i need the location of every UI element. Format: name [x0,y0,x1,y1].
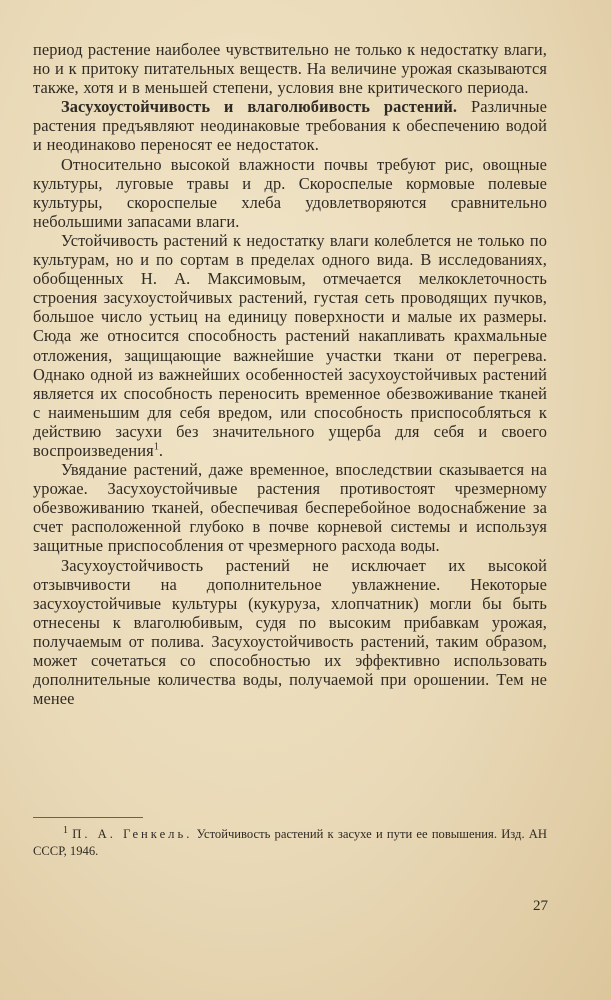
paragraph-6 [33,556,547,709]
footnote-number: 1 [63,824,68,836]
section-heading: Засухоустойчивость и влаголюбивость растений. [61,97,458,117]
page-number: 27 [533,898,548,914]
footnote-author: П. А. Генкель. [72,827,193,841]
footnote [33,826,547,860]
paragraph-4-text: Устойчивость растений к недостатку влаги колеблется не только по культурам, но и по сортам в пределах одного вида. В исследованиях, обобщенных Н. А. Максимовым, отмечается мелкоклеточность строения засухоустойчивых растений, густая сеть проводящих пучков, большое число устьиц на единицу поверхности и малые их размеры. Сюда же относится способность растений накапливать крахмальные отложения, защищающие важнейшие участки ткани от перегрева. Однако одной из важнейших особенностей засухоустойчивых растений является их способность переносить временное обезвоживание тканей с наименьшим для себя вредом, или способность приспособляться к действию засухи без значительного ущерба для себя и своего воспроизведения [33,230,547,460]
footnote-reference: 1 [153,441,159,453]
paragraph-6-text: Засухоустойчивость растений не исключает их высокой отзывчивости на дополнительное увлажнение. Некоторые засухоустойчивые культуры (кукуруза, хлопчатник) могли бы быть отнесены к влаголюбивым, судя по высоким прибавкам урожая, получаемым от полива. Засухоустойчивость растений, таким образом, может сочетаться со способностью их эффективно использовать дополнительные количества воды, получаемой при орошении. Тем не менее [33,555,547,709]
paragraph-2-text: Различные растения предъявляют неодинаковые требования к обеспечению водой и неодинаково переносят ее недостаток. [33,97,547,155]
paragraph-3-text: Относительно высокой влажности почвы требуют рис, овощные культуры, луговые травы и др. Скороспелые кормовые полевые культуры, скороспелые хлеба удовлетворяются сравнительно небольшими запасами влаги. [33,154,547,231]
footnote-text: Устойчивость растений к засухе и пути ее повышения. Изд. АН СССР, 1946. [33,827,547,858]
paragraph-1 [33,40,547,97]
page-body [33,40,547,708]
paragraph-1-text: период растение наиболее чувствительно не только к недостатку влаги, но и к притоку питательных веществ. На величине урожая сказываются также, хотя и в меньшей степени, условия вне критического периода. [33,40,547,98]
footnote-divider [33,817,143,818]
paragraph-3 [33,155,547,231]
paragraph-5-text: Увядание растений, даже временное, впоследствии сказывается на урожае. Засухоустойчивые растения противостоят чрезмерному обезвоживанию тканей, обеспечивая бесперебойное водоснабжение за счет расположенной глубоко в почве корневой системы и используя защитные приспособления от чрезмерного расхода воды. [33,460,547,556]
paragraph-4: Устойчивость растений к недостатку влаги колеблется не только по культурам, но и по сортам в пределах одного вида. В исследованиях, обобщенных Н. А. Максимовым, отмечается мелкоклеточность строения засухоустойчивых растений, густая сеть проводящих пучков, большое число устьиц на единицу поверхности и малые их размеры. Сюда же относится способность растений накапливать крахмальные отложения, защищающие важнейшие участки ткани от перегрева. Однако одной из важнейших особенностей засухоустойчивых растений является их способность переносить временное обезвоживание тканей с наименьшим для себя вредом, или способность приспособляться к действию засухи без значительного ущерба для себя и своего воспроизведения$^1$. [33,230,547,460]
paragraph-5 [33,460,547,555]
paragraph-2 [33,97,547,154]
